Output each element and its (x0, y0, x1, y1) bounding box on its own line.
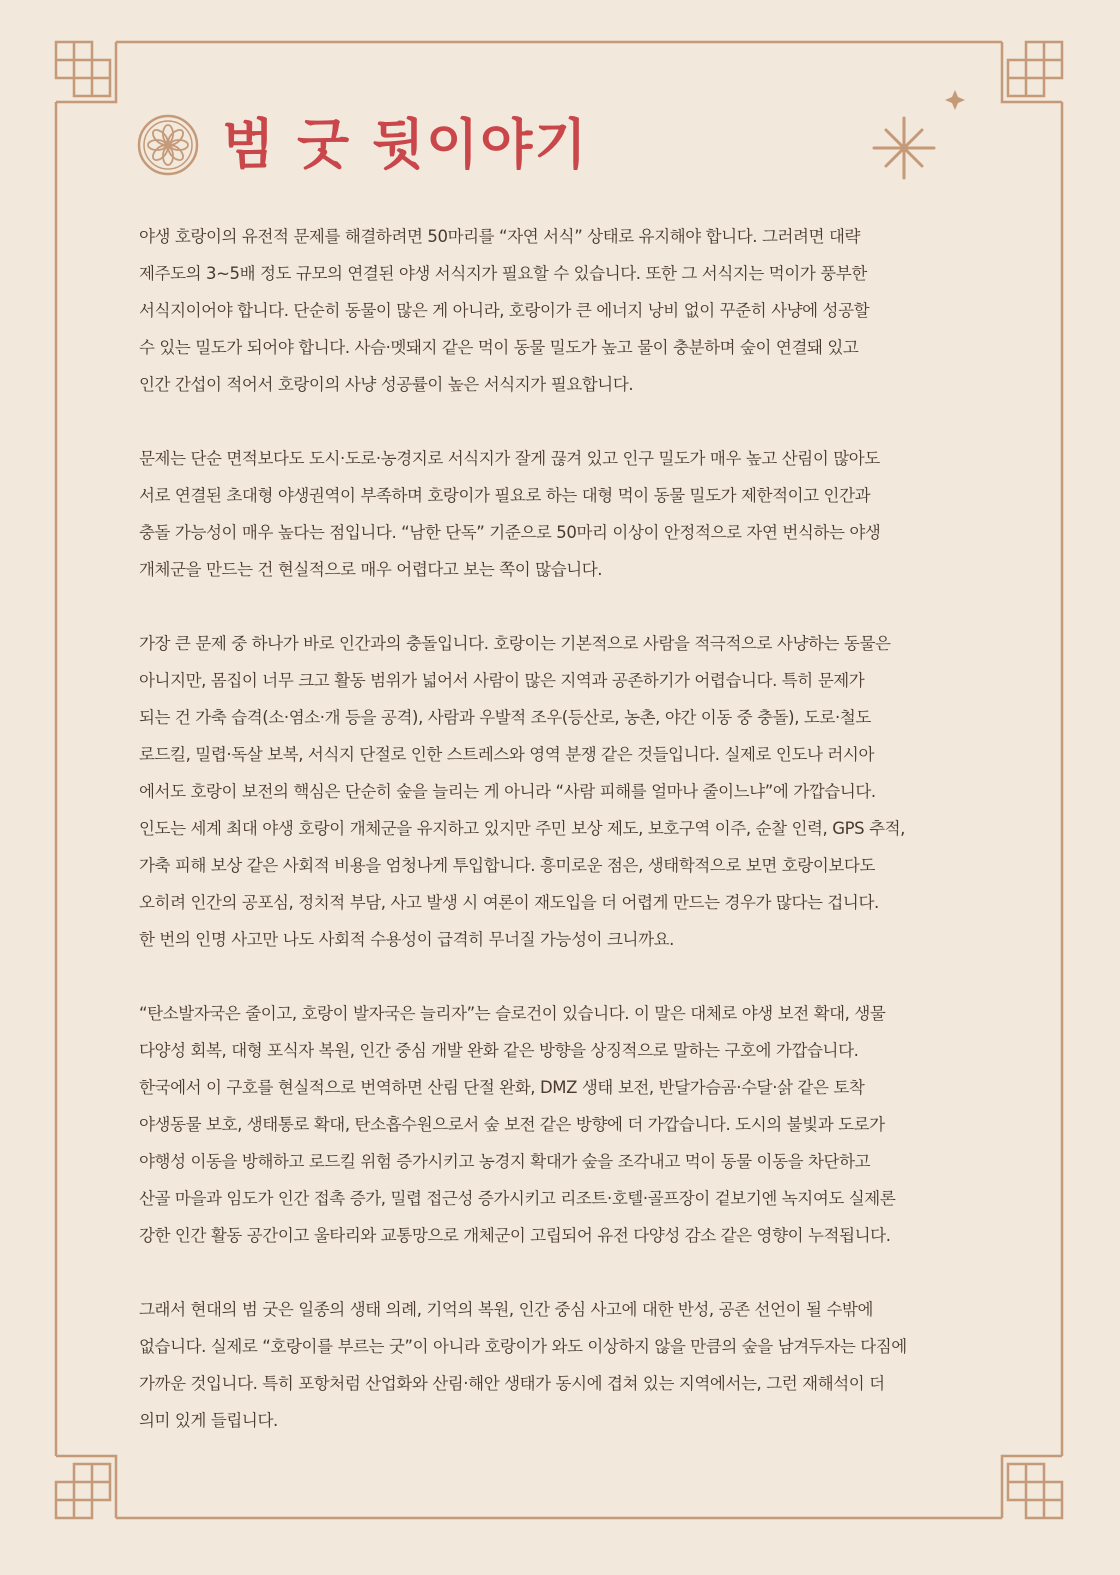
sparkle-large-icon (874, 118, 934, 178)
paragraph-line: 제주도의 3~5배 정도 규모의 연결된 야생 서식지가 필요할 수 있습니다. 또한 그 서식지는 먹이가 풍부한 (139, 264, 867, 283)
paragraph-line: 오히려 인간의 공포심, 정치적 부담, 사고 발생 시 여론이 재도입을 더 어렵게 만드는 경우가 많다는 겁니다. (139, 893, 879, 912)
paragraph-line: 강한 인간 활동 공간이고 울타리와 교통망으로 개체군이 고립되어 유전 다양성 감소 같은 영향이 누적됩니다. (139, 1226, 891, 1245)
paragraph-line: 서로 연결된 초대형 야생권역이 부족하며 호랑이가 필요로 하는 대형 먹이 동물 밀도가 제한적이고 인간과 (139, 486, 871, 505)
corner-lattice-icon (56, 1464, 110, 1518)
page-title: 범 굿 뒷이야기 (222, 113, 589, 176)
paragraph-2 (139, 440, 1019, 588)
paragraph-line: 에서도 호랑이 보전의 핵심은 단순히 숲을 늘리는 게 아니라 “사람 피해를 얼마나 줄이느냐”에 가깝습니다. (139, 782, 876, 801)
sparkle-small-icon (945, 90, 965, 110)
flower-emblem-icon (136, 113, 200, 177)
corner-lattice-icon (56, 42, 110, 96)
paragraph-line: 다양성 회복, 대형 포식자 복원, 인간 중심 개발 완화 같은 방향을 상징적으로 말하는 구호에 가깝습니다. (139, 1041, 859, 1060)
paragraph-3 (139, 625, 1019, 958)
paragraph-4 (139, 995, 1019, 1254)
paragraph-line: 인간 간섭이 적어서 호랑이의 사냥 성공률이 높은 서식지가 필요합니다. (139, 375, 634, 394)
paragraph-1 (139, 218, 1019, 403)
article-body (139, 218, 1019, 1476)
paragraph-line: 되는 건 가축 습격(소·염소·개 등을 공격), 사람과 우발적 조우(등산로, 농촌, 야간 이동 중 충돌), 도로·철도 (139, 708, 871, 727)
paragraph-line: 한국에서 이 구호를 현실적으로 번역하면 산림 단절 완화, DMZ 생태 보전, 반달가슴곰·수달·삵 같은 토착 (139, 1078, 865, 1097)
corner-lattice-icon (1008, 42, 1062, 96)
paragraph-line: 없습니다. 실제로 “호랑이를 부르는 굿”이 아니라 호랑이가 와도 이상하지 않을 만큼의 숲을 남겨두자는 다짐에 (139, 1337, 907, 1356)
paragraph-line: 서식지이어야 합니다. 단순히 동물이 많은 게 아니라, 호랑이가 큰 에너지 낭비 없이 꾸준히 사냥에 성공할 (139, 301, 870, 320)
paragraph-line: 가장 큰 문제 중 하나가 바로 인간과의 충돌입니다. 호랑이는 기본적으로 사람을 적극적으로 사냥하는 동물은 (139, 634, 891, 653)
paragraph-line: 가축 피해 보상 같은 사회적 비용을 엄청나게 투입합니다. 흥미로운 점은, 생태학적으로 보면 호랑이보다도 (139, 856, 876, 875)
paragraph-line: “탄소발자국은 줄이고, 호랑이 발자국은 늘리자”는 슬로건이 있습니다. 이 말은 대체로 야생 보전 확대, 생물 (139, 1004, 886, 1023)
paragraph-line: 의미 있게 들립니다. (139, 1411, 278, 1430)
paragraph-line: 개체군을 만드는 건 현실적으로 매우 어렵다고 보는 쪽이 많습니다. (139, 560, 603, 579)
paragraph-line: 수 있는 밀도가 되어야 합니다. 사슴·멧돼지 같은 먹이 동물 밀도가 높고 물이 충분하며 숲이 연결돼 있고 (139, 338, 859, 357)
paragraph-line: 가까운 것입니다. 특히 포항처럼 산업화와 산림·해안 생태가 동시에 겹쳐 있는 지역에서는, 그런 재해석이 더 (139, 1374, 885, 1393)
paragraph-line: 로드킬, 밀렵·독살 보복, 서식지 단절로 인한 스트레스와 영역 분쟁 같은 것들입니다. 실제로 인도나 러시아 (139, 745, 875, 764)
paragraph-line: 야생 호랑이의 유전적 문제를 해결하려면 50마리를 “자연 서식” 상태로 유지해야 합니다. 그러려면 대략 (139, 227, 861, 246)
paragraph-line: 문제는 단순 면적보다도 도시·도로·농경지로 서식지가 잘게 끊겨 있고 인구 밀도가 매우 높고 산림이 많아도 (139, 449, 880, 468)
paragraph-5 (139, 1291, 1019, 1439)
paragraph-line: 한 번의 인명 사고만 나도 사회적 수용성이 급격히 무너질 가능성이 크니까요. (139, 930, 675, 949)
paragraph-line: 야생동물 보호, 생태통로 확대, 탄소흡수원으로서 숲 보전 같은 방향에 더 가깝습니다. 도시의 불빛과 도로가 (139, 1115, 885, 1134)
paragraph-line: 아니지만, 몸집이 너무 크고 활동 범위가 넓어서 사람이 많은 지역과 공존하기가 어렵습니다. 특히 문제가 (139, 671, 865, 690)
paragraph-line: 산골 마을과 임도가 인간 접촉 증가, 밀렵 접근성 증가시키고 리조트·호텔·골프장이 겉보기엔 녹지여도 실제론 (139, 1189, 896, 1208)
paragraph-line: 그래서 현대의 범 굿은 일종의 생태 의례, 기억의 복원, 인간 중심 사고에 대한 반성, 공존 선언이 될 수밖에 (139, 1300, 873, 1319)
title-row (136, 110, 589, 180)
paragraph-line: 충돌 가능성이 매우 높다는 점입니다. “남한 단독” 기준으로 50마리 이상이 안정적으로 자연 번식하는 야생 (139, 523, 881, 542)
paragraph-line: 인도는 세계 최대 야생 호랑이 개체군을 유지하고 있지만 주민 보상 제도, 보호구역 이주, 순찰 인력, GPS 추적, (139, 819, 906, 838)
paragraph-line: 야행성 이동을 방해하고 로드킬 위험 증가시키고 농경지 확대가 숲을 조각내고 먹이 동물 이동을 차단하고 (139, 1152, 871, 1171)
